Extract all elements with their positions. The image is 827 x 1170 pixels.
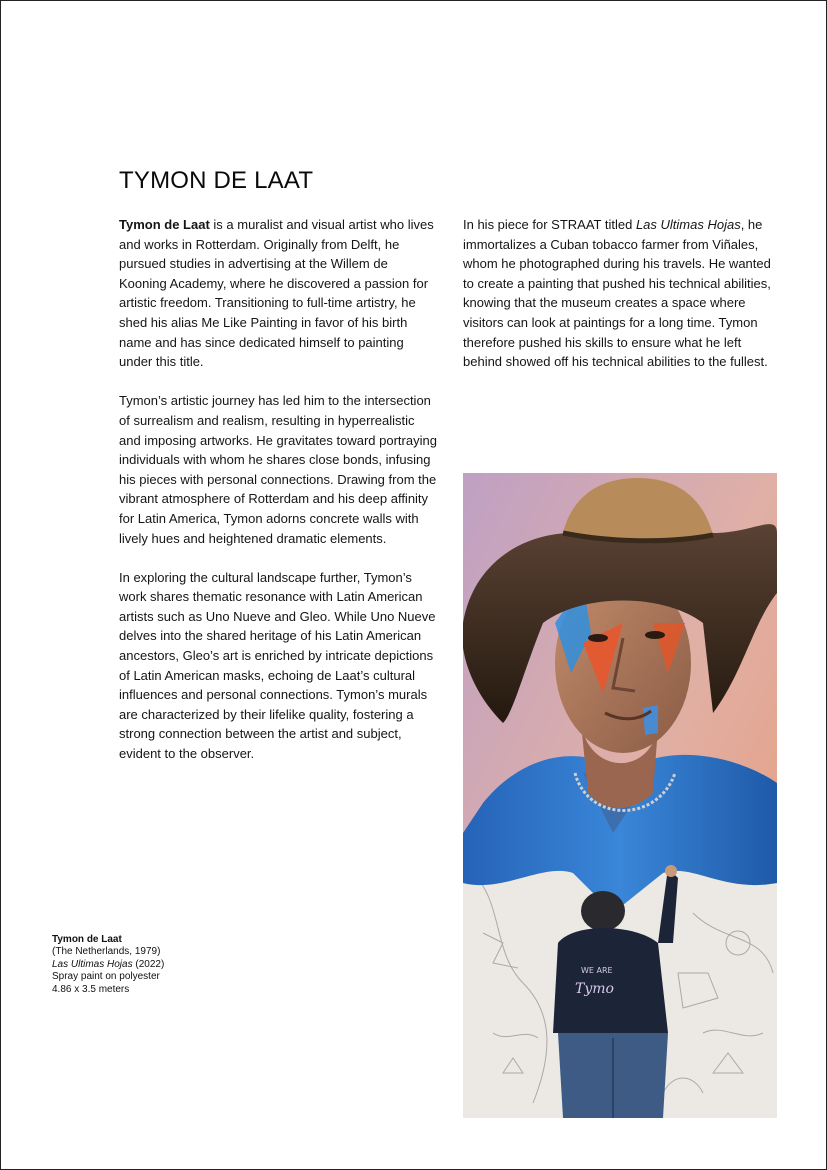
artist-name-lead: Tymon de Laat xyxy=(119,217,210,232)
intro-text: is a muralist and visual artist who lives and works in Rotterdam. Originally from Delft, he pursued studies in advertising at the Willem de Kooning Academy, where he discovered a passion for artistic freedom. Transitioning to full-time artistry, he shed his alias Me Like Painting in favor of his birth name and has since dedicated himself to painting under this title. xyxy=(119,217,434,370)
cultural-paragraph: In exploring the cultural landscape further, Tymon’s work shares thematic resonance with Latin American artists such as Uno Nueve and Gleo. While Uno Nueve delves into the shared heritage of his Latin American ancestors, Gleo’s art is enriched by intricate depictions of Latin American masks, echoing de Laat’s cultural influences and personal connections. Tymon’s murals are characterized by their lifelike quality, fostering a strong connection between the artist and subject, evident to the observer. xyxy=(119,569,436,762)
face-paint-chin xyxy=(643,705,658,735)
caption-dimensions: 4.86 x 3.5 meters xyxy=(52,983,130,995)
mural-photo xyxy=(463,473,777,1118)
caption-work-year: (2022) xyxy=(132,958,165,970)
hoodie-text-1: WE ARE xyxy=(581,966,613,975)
artwork-title-inline: Las Ultimas Hojas xyxy=(635,217,741,232)
caption-artist: Tymon de Laat xyxy=(52,934,122,945)
artwork-caption xyxy=(52,934,212,996)
intro-paragraph xyxy=(119,215,439,372)
mural-illustration xyxy=(463,473,777,1118)
painter-hand xyxy=(665,865,677,877)
painter-cap xyxy=(581,891,625,931)
artwork-text-start: In his piece for STRAAT titled xyxy=(463,217,636,232)
right-eye xyxy=(645,631,665,639)
page-title: TYMON DE LAAT xyxy=(119,167,314,194)
hoodie-text-2: Tymo xyxy=(575,981,614,997)
caption-origin: (The Netherlands, 1979) xyxy=(52,946,161,958)
caption-work-title: Las Ultimas Hojas xyxy=(52,958,133,970)
journey-paragraph: Tymon’s artistic journey has led him to the intersection of surrealism and realism, resulting in hyperrealistic and imposing artworks. He gravitates toward portraying individuals with whom he shares close bonds, infusing his pieces with personal connections. Drawing from the vibrant atmosphere of Rotterdam and his deep affinity for Latin America, Tymon adorns concrete walls with lively hues and heightened dramatic elements. xyxy=(119,393,437,546)
artwork-paragraph xyxy=(463,215,779,372)
right-column xyxy=(463,215,779,372)
left-eye xyxy=(588,634,608,642)
left-column xyxy=(119,215,439,764)
caption-work xyxy=(52,959,212,971)
caption-medium: Spray paint on polyester xyxy=(52,971,160,983)
artwork-text-end: , he immortalizes a Cuban tobacco farmer from Viñales, whom he photographed during his travels. He wanted to create a painting that pushed his technical abilities, knowing that the museum creates a space where visitors can look at paintings for a long time. Tymon therefore pushed his skills to ensure what he left behind showed off his technical abilities to the fullest. xyxy=(463,217,771,370)
